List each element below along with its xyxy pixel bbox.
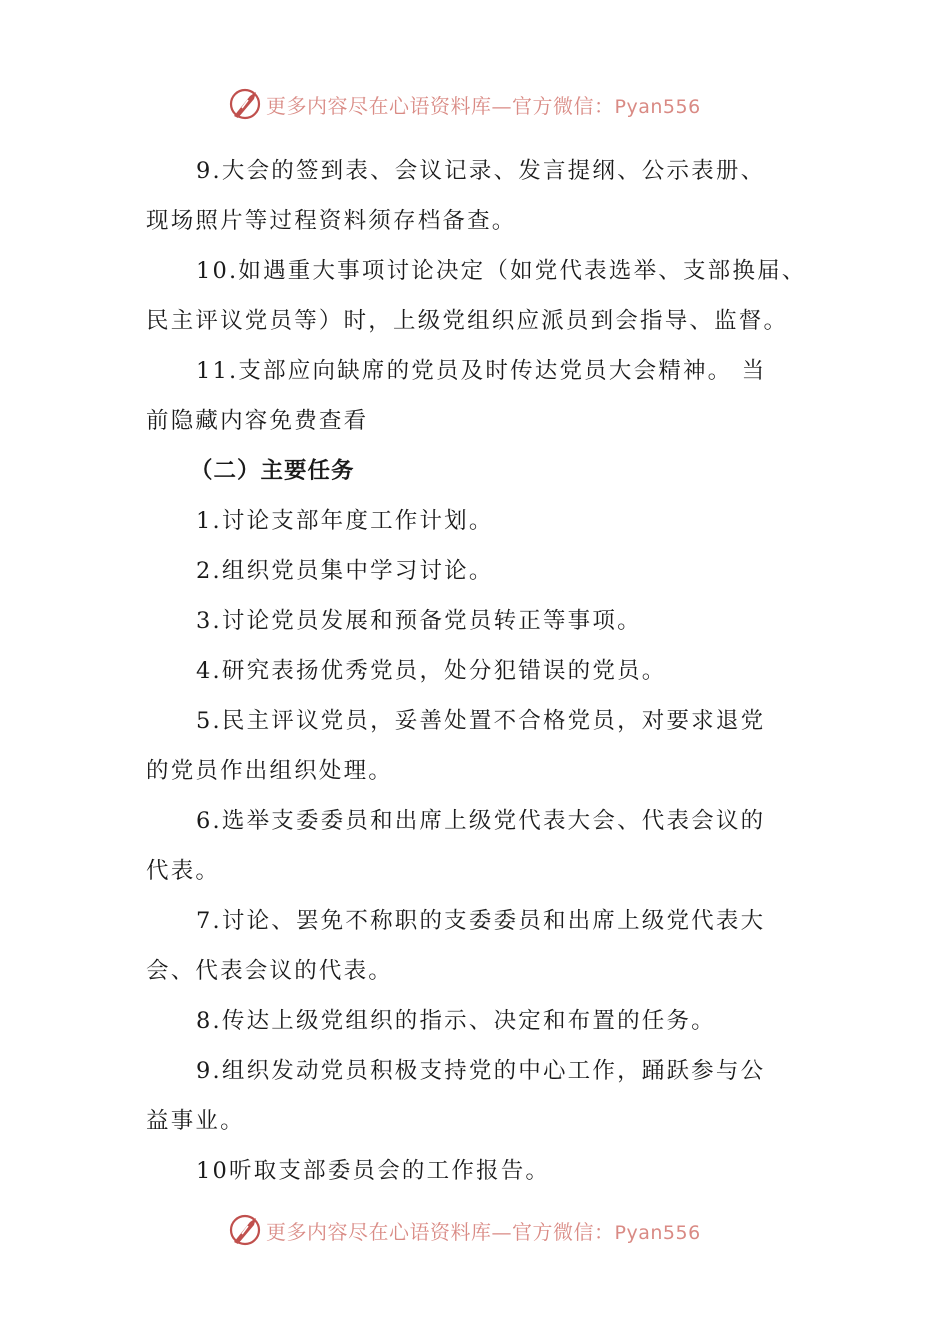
footer-banner (228, 1210, 748, 1250)
paragraph-line: 民主评议党员等）时，上级党组织应派员到会指导、监督。 (146, 308, 789, 334)
list-item: 9.组织发动党员积极支持党的中心工作，踊跃参与公 (196, 1058, 766, 1084)
paragraph-line: 前隐藏内容免费查看 (146, 408, 369, 434)
list-item: 4.研究表扬优秀党员，处分犯错误的党员。 (196, 658, 667, 684)
paragraph-line: 11.支部应向缺席的党员及时传达党员大会精神。 当 (196, 358, 767, 384)
list-item: 1.讨论支部年度工作计划。 (196, 508, 494, 534)
list-item: 7.讨论、罢免不称职的支委委员和出席上级党代表大 (196, 908, 766, 934)
list-item-continuation: 会、代表会议的代表。 (146, 958, 394, 984)
list-item: 3.讨论党员发展和预备党员转正等事项。 (196, 608, 642, 634)
list-item: 8.传达上级党组织的指示、决定和布置的任务。 (196, 1008, 716, 1034)
list-item: 6.选举支委委员和出席上级党代表大会、代表会议的 (196, 808, 766, 834)
list-item: 5.民主评议党员，妥善处置不合格党员，对要求退党 (196, 708, 766, 734)
paragraph-line: 现场照片等过程资料须存档备查。 (146, 208, 517, 234)
wechat-id: Pyan556 (614, 1221, 701, 1244)
wechat-id: Pyan556 (614, 95, 701, 118)
document-body (146, 146, 806, 1196)
pen-nib-logo-icon (228, 86, 264, 122)
pen-nib-logo-icon (228, 1212, 264, 1248)
paragraph-line: 9.大会的签到表、会议记录、发言提纲、公示表册、 (196, 158, 766, 184)
banner-text: 更多内容尽在心语资料库—官方微信：Pyan556 (266, 1219, 701, 1244)
section-heading: （二）主要任务 (190, 458, 355, 484)
list-item-continuation: 益事业。 (146, 1108, 245, 1134)
paragraph-line: 10.如遇重大事项讨论决定（如党代表选举、支部换届、 (196, 258, 807, 284)
list-item-continuation: 的党员作出组织处理。 (146, 758, 394, 784)
header-banner (228, 84, 748, 124)
list-item-continuation: 代表。 (146, 858, 221, 884)
banner-text: 更多内容尽在心语资料库—官方微信：Pyan556 (266, 93, 701, 118)
list-item: 10听取支部委员会的工作报告。 (196, 1158, 551, 1184)
list-item: 2.组织党员集中学习讨论。 (196, 558, 494, 584)
